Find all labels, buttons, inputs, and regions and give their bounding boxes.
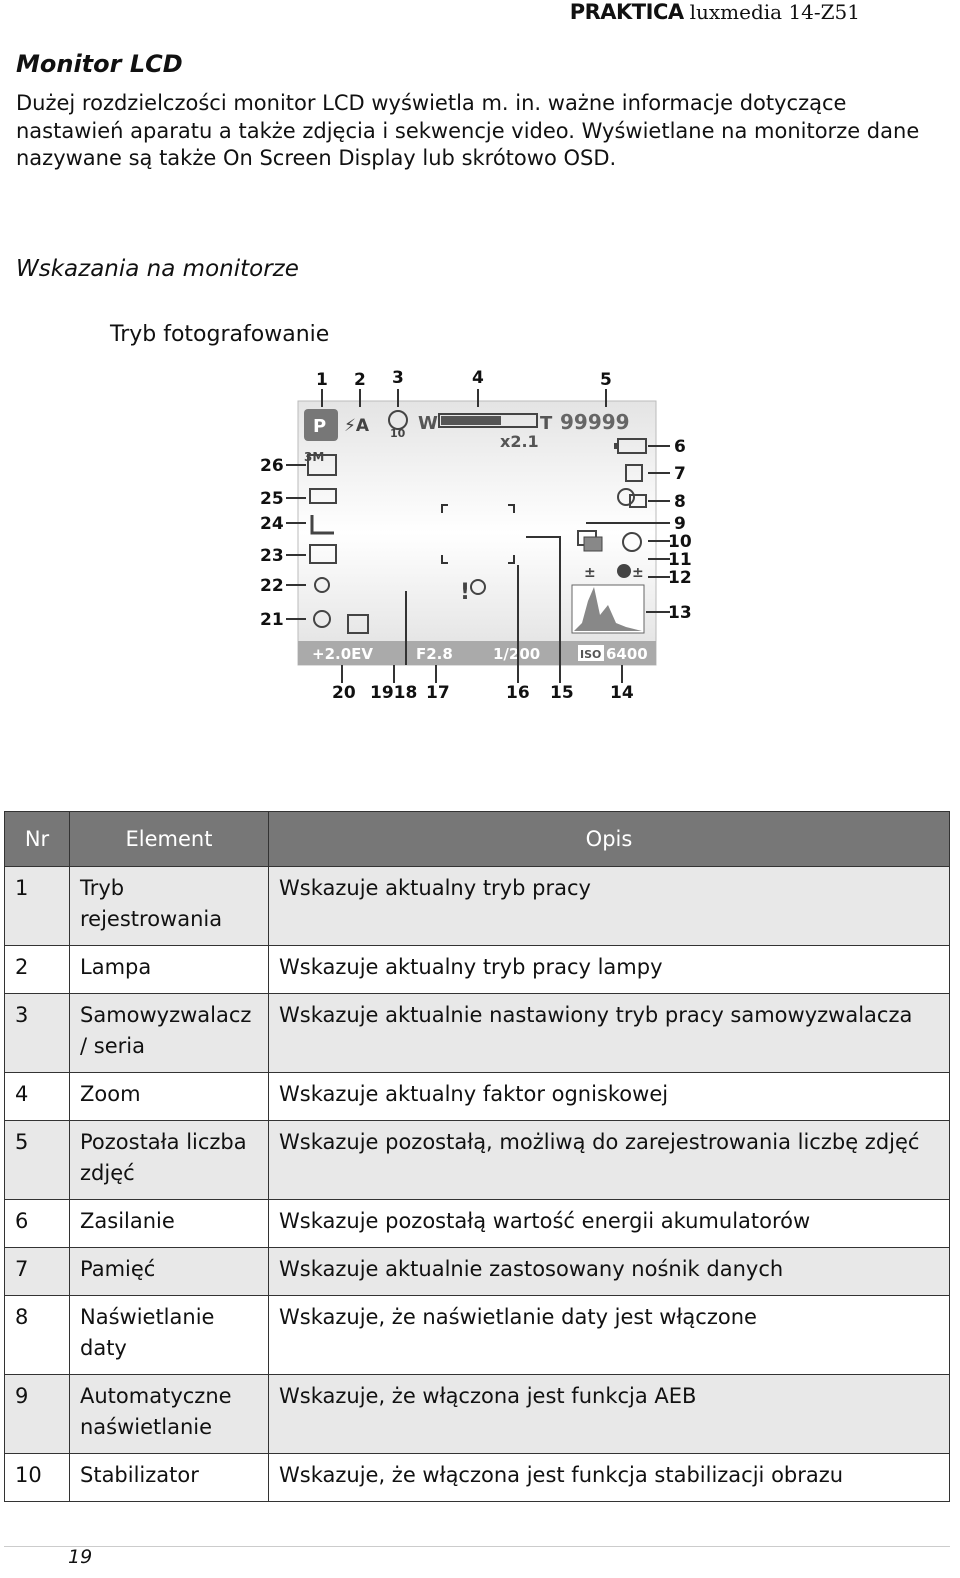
table-row — [5, 994, 950, 1073]
cell-desc: Wskazuje, że włączona jest funkcja AEB — [269, 1375, 950, 1454]
table-row — [5, 946, 950, 994]
cell-nr: 10 — [5, 1454, 70, 1502]
footer-rule — [4, 1546, 950, 1547]
brand-logo: PRAKTICA — [569, 0, 684, 24]
table-row — [5, 1121, 950, 1200]
flash-icon: ⚡A — [344, 416, 370, 436]
column-header-nr: Nr — [5, 812, 70, 867]
mode-label: Tryb fotografowanie — [110, 322, 330, 347]
cell-nr: 4 — [5, 1073, 70, 1121]
callout-13: 13 — [668, 603, 692, 623]
table-row — [5, 867, 950, 946]
callout-15: 15 — [550, 683, 574, 703]
cell-desc: Wskazuje, że włączona jest funkcja stabilizacji obrazu — [269, 1454, 950, 1502]
callout-11: 11 — [668, 550, 692, 570]
aperture-value: F2.8 — [416, 645, 453, 663]
shots-remaining: 99999 — [560, 410, 630, 434]
brand-model: luxmedia 14-Z51 — [689, 0, 860, 24]
table-row — [5, 1200, 950, 1248]
table-row — [5, 1073, 950, 1121]
iso-label: ISO — [580, 648, 602, 661]
cell-desc: Wskazuje aktualny faktor ogniskowej — [269, 1073, 950, 1121]
ev-value: +2.0EV — [312, 645, 373, 663]
cell-element: Naświetlanie daty — [70, 1296, 269, 1375]
callout-25: 25 — [260, 489, 284, 509]
cell-nr: 3 — [5, 994, 70, 1073]
table-row — [5, 1375, 950, 1454]
cell-element: Samowyzwalacz / seria — [70, 994, 269, 1073]
callout-8: 8 — [674, 492, 686, 512]
cell-element: Zasilanie — [70, 1200, 269, 1248]
cell-element: Stabilizator — [70, 1454, 269, 1502]
table-header-row — [5, 812, 950, 867]
cell-element: Lampa — [70, 946, 269, 994]
callout-4: 4 — [472, 368, 484, 388]
callout-17: 17 — [426, 683, 450, 703]
callout-1: 1 — [316, 370, 328, 390]
cell-nr: 8 — [5, 1296, 70, 1375]
legend-table — [4, 811, 950, 1502]
cell-element: Pamięć — [70, 1248, 269, 1296]
cell-desc: Wskazuje aktualnie zastosowany nośnik danych — [269, 1248, 950, 1296]
cell-desc: Wskazuje, że naświetlanie daty jest włączone — [269, 1296, 950, 1375]
cell-desc: Wskazuje pozostałą wartość energii akumulatorów — [269, 1200, 950, 1248]
callout-16: 16 — [506, 683, 530, 703]
mode-p-text: P — [313, 416, 327, 437]
sharpness-icon: ± — [584, 565, 596, 581]
page-number: 19 — [68, 1546, 93, 1568]
callout-3: 3 — [392, 368, 404, 388]
intro-paragraph: Dużej rozdzielczości monitor LCD wyświetla m. in. ważne informacje dotyczące nastawień aparatu a także zdjęcia i sekwencje video. Wyświetlane na monitorze dane nazywane są także On Screen Display lub skrótowo OSD. — [16, 91, 920, 170]
contrast-icon — [617, 564, 631, 578]
shutter-value: 1/200 — [493, 645, 541, 663]
zoom-w-label: W — [418, 413, 438, 434]
callout-5: 5 — [600, 370, 612, 390]
subsection-title: Wskazania na monitorze — [16, 256, 299, 282]
callout-14: 14 — [610, 683, 634, 703]
cell-nr: 9 — [5, 1375, 70, 1454]
table-row — [5, 1248, 950, 1296]
callout-23: 23 — [260, 546, 284, 566]
callout-21: 21 — [260, 610, 284, 630]
zoom-level — [441, 416, 501, 425]
table-row — [5, 1454, 950, 1502]
cell-element: Zoom — [70, 1073, 269, 1121]
cell-element: Automatyczne naświetlanie — [70, 1375, 269, 1454]
cell-desc: Wskazuje pozostałą, możliwą do zarejestrowania liczbę zdjęć — [269, 1121, 950, 1200]
cell-element: Tryb rejestrowania — [70, 867, 269, 946]
selftimer-text: 10 — [390, 427, 406, 440]
callout-9: 9 — [674, 514, 686, 534]
shake-warning-icon: ! — [460, 580, 471, 605]
cell-nr: 6 — [5, 1200, 70, 1248]
cell-desc: Wskazuje aktualny tryb pracy lampy — [269, 946, 950, 994]
callout-10: 10 — [668, 532, 692, 552]
callout-2: 2 — [354, 370, 366, 390]
callout-6: 6 — [674, 437, 686, 457]
cell-desc: Wskazuje aktualnie nastawiony tryb pracy samowyzwalacza — [269, 994, 950, 1073]
cell-nr: 1 — [5, 867, 70, 946]
cell-nr: 5 — [5, 1121, 70, 1200]
cell-nr: 7 — [5, 1248, 70, 1296]
callout-1918: 1918 — [370, 683, 418, 703]
callout-26: 26 — [260, 456, 284, 476]
iso-value: 6400 — [606, 645, 648, 663]
callout-24: 24 — [260, 514, 284, 534]
column-header-element: Element — [70, 812, 269, 867]
zoom-factor: x2.1 — [500, 432, 539, 451]
table-row — [5, 1296, 950, 1375]
cell-nr: 2 — [5, 946, 70, 994]
osd-diagram — [256, 365, 696, 705]
section-title: Monitor LCD — [16, 50, 183, 78]
column-header-opis: Opis — [269, 812, 950, 867]
header-brand — [570, 0, 860, 24]
callout-7: 7 — [674, 464, 686, 484]
zoom-t-label: T — [540, 413, 553, 434]
cell-element: Pozostała liczba zdjęć — [70, 1121, 269, 1200]
resolution-text: 3M — [304, 450, 325, 464]
callout-20: 20 — [332, 683, 356, 703]
svg-text:±: ± — [632, 565, 644, 581]
callout-22: 22 — [260, 576, 284, 596]
cell-desc: Wskazuje aktualny tryb pracy — [269, 867, 950, 946]
callout-12: 12 — [668, 568, 692, 588]
